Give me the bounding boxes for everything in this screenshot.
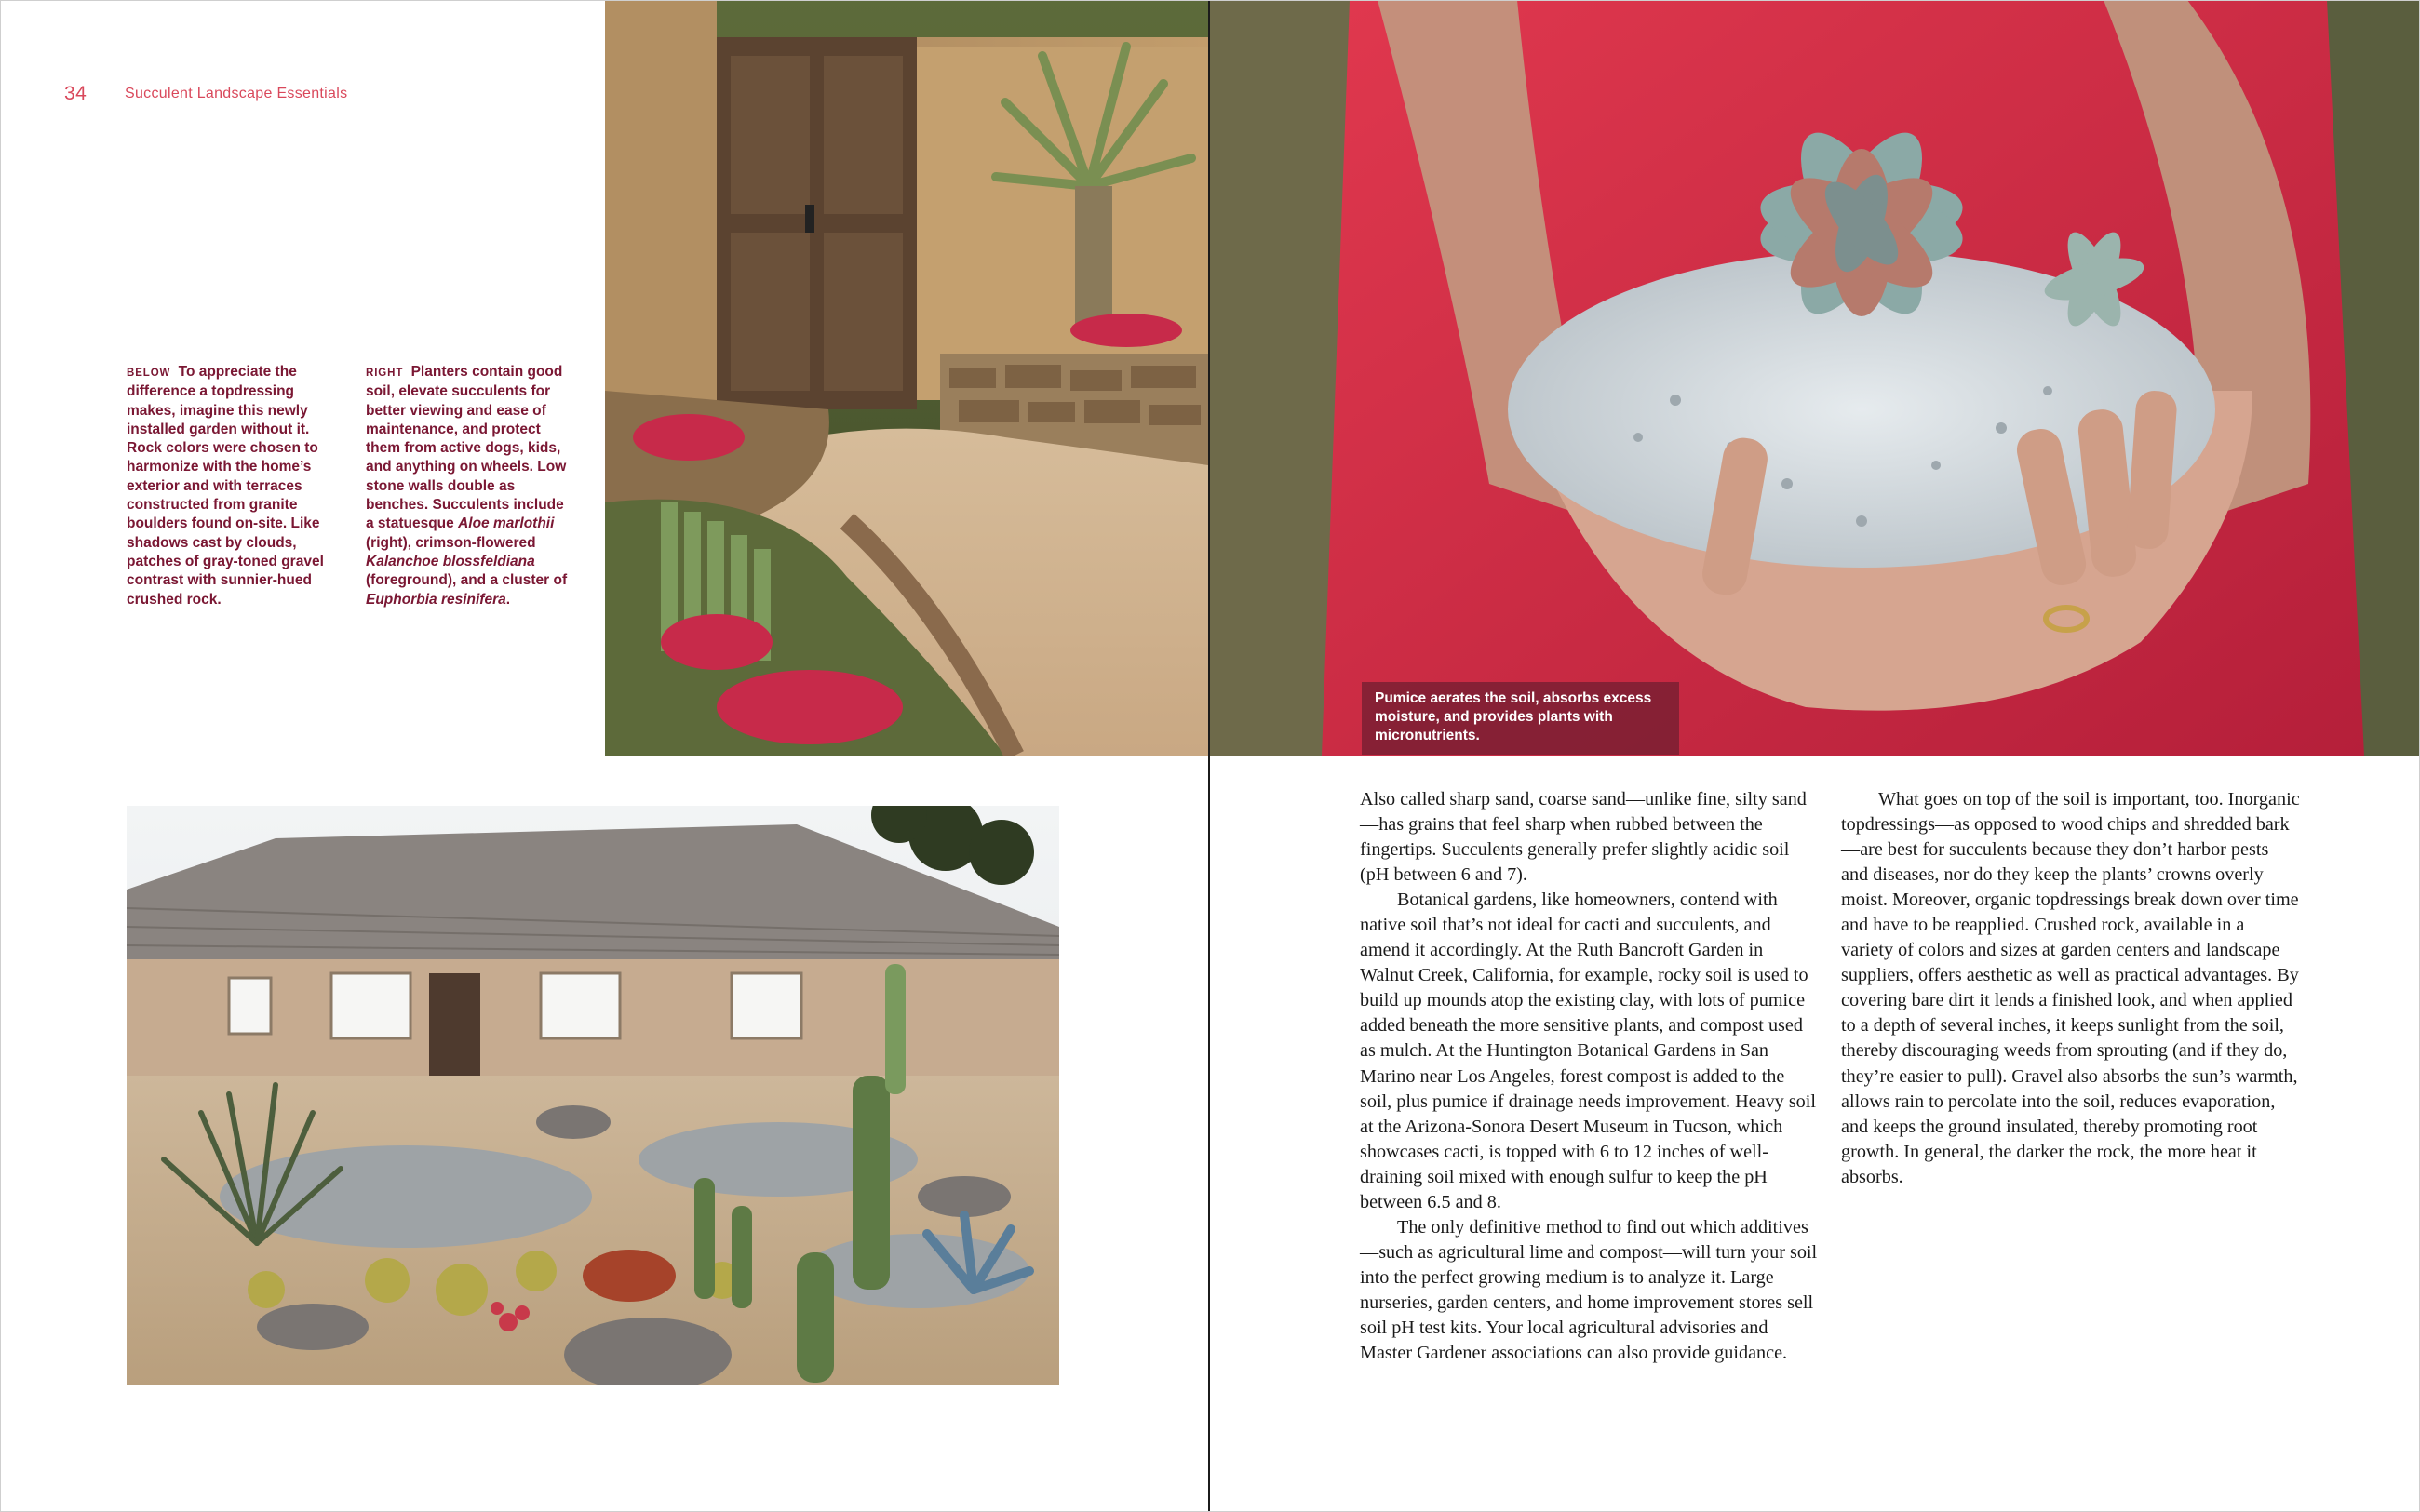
caption-right-text-4: . <box>505 591 511 608</box>
caption-right-italic-2: Kalanchoe blossfeldiana <box>366 553 535 569</box>
garden-gate-photo <box>605 0 1208 756</box>
caption-below <box>127 363 336 609</box>
pumice-photo-caption: Pumice aerates the soil, absorbs excess moisture, and provides plants with micronutrients. <box>1362 682 1679 755</box>
caption-right-text-1: Planters contain good soil, elevate succulents for better viewing and ease of maintenance, and protect them from active dogs, kids, and anything on wheels. Low stone walls double as benches. Succulents include a statuesque <box>366 364 567 532</box>
caption-right-text-2: (right), crimson-flowered <box>366 534 536 551</box>
pumice-hands-photo <box>1210 0 2420 756</box>
paragraph: Also called sharp sand, coarse sand—unlike fine, silty sand—has grains that feel sharp when rubbed between the fingertips. Succulents generally prefer slightly acidic soil (pH between 6 and 7). <box>1360 789 1807 886</box>
left-page <box>0 0 1208 1512</box>
caption-below-label: BELOW <box>127 368 171 379</box>
caption-right <box>366 363 572 609</box>
caption-below-text: To appreciate the difference a topdressing makes, imagine this newly installed garden without it. Rock colors were chosen to harmonize with the home’s exterior and with terraces constructed from granite boulders found on-site. Like shadows cast by clouds, patches of gray-toned gravel contrast with sunnier-hued crushed rock. <box>127 364 324 608</box>
paragraph: The only definitive method to find out which additives—such as agricultural lime and compost—will turn your soil into the perfect growing medium is to analyze it. Large nurseries, garden centers, and home improvement stores sell soil pH test kits. Your local agricultural advisories and Master Gardener associations can also provide guidance. <box>1360 1216 1818 1364</box>
page-number: 34 <box>64 83 87 104</box>
body-column-2 <box>1841 787 2300 1190</box>
caption-right-label: RIGHT <box>366 368 404 379</box>
caption-right-italic-1: Aloe marlothii <box>458 515 555 532</box>
caption-right-italic-3: Euphorbia resinifera <box>366 591 506 608</box>
paragraph: What goes on top of the soil is important, too. Inorganic topdressings—as opposed to wood chips and shredded bark—are best for succulents because they don’t harbor pests and diseases, nor do they keep the plants’ crowns overly moist. Moreover, organic topdressings break down over time and have to be reapplied. Crushed rock, available in a variety of colors and sizes at garden centers and landscape suppliers, offers aesthetic as well as practical advantages. By covering bare dirt it lends a finished look, and when applied to a depth of several inches, it keeps sunlight from the soil, thereby discouraging weeds from sprouting (and if they do, they’re easier to pull). Gravel also absorbs the sun’s warmth, allows rain to percolate into the soil, reduces evaporation, and keeps the ground insulated, thereby promoting root growth. In general, the darker the rock, the more heat it absorbs. <box>1841 789 2300 1187</box>
paragraph: Botanical gardens, like homeowners, contend with native soil that’s not ideal for cacti and succulents, and amend it accordingly. At the Ruth Bancroft Garden in Walnut Creek, California, for example, rocky soil is used to build up mounds atop the existing clay, with lots of pumice added beneath the more sensitive plants, and compost used as mulch. At the Huntington Botanical Gardens in San Marino near Los Angeles, forest compost is added to the soil, plus pumice if drainage needs improvement. Heavy soil at the Arizona-Sonora Desert Museum in Tucson, which showcases cacti, is topped with 6 to 12 inches of well-draining soil mixed with enough sulfur to keep the pH between 6.5 and 8. <box>1360 890 1816 1212</box>
house-garden-photo <box>127 806 1059 1385</box>
running-head: Succulent Landscape Essentials <box>125 86 348 101</box>
caption-right-text-3: (foreground), and a cluster of <box>366 572 568 589</box>
body-column-1 <box>1360 787 1819 1366</box>
